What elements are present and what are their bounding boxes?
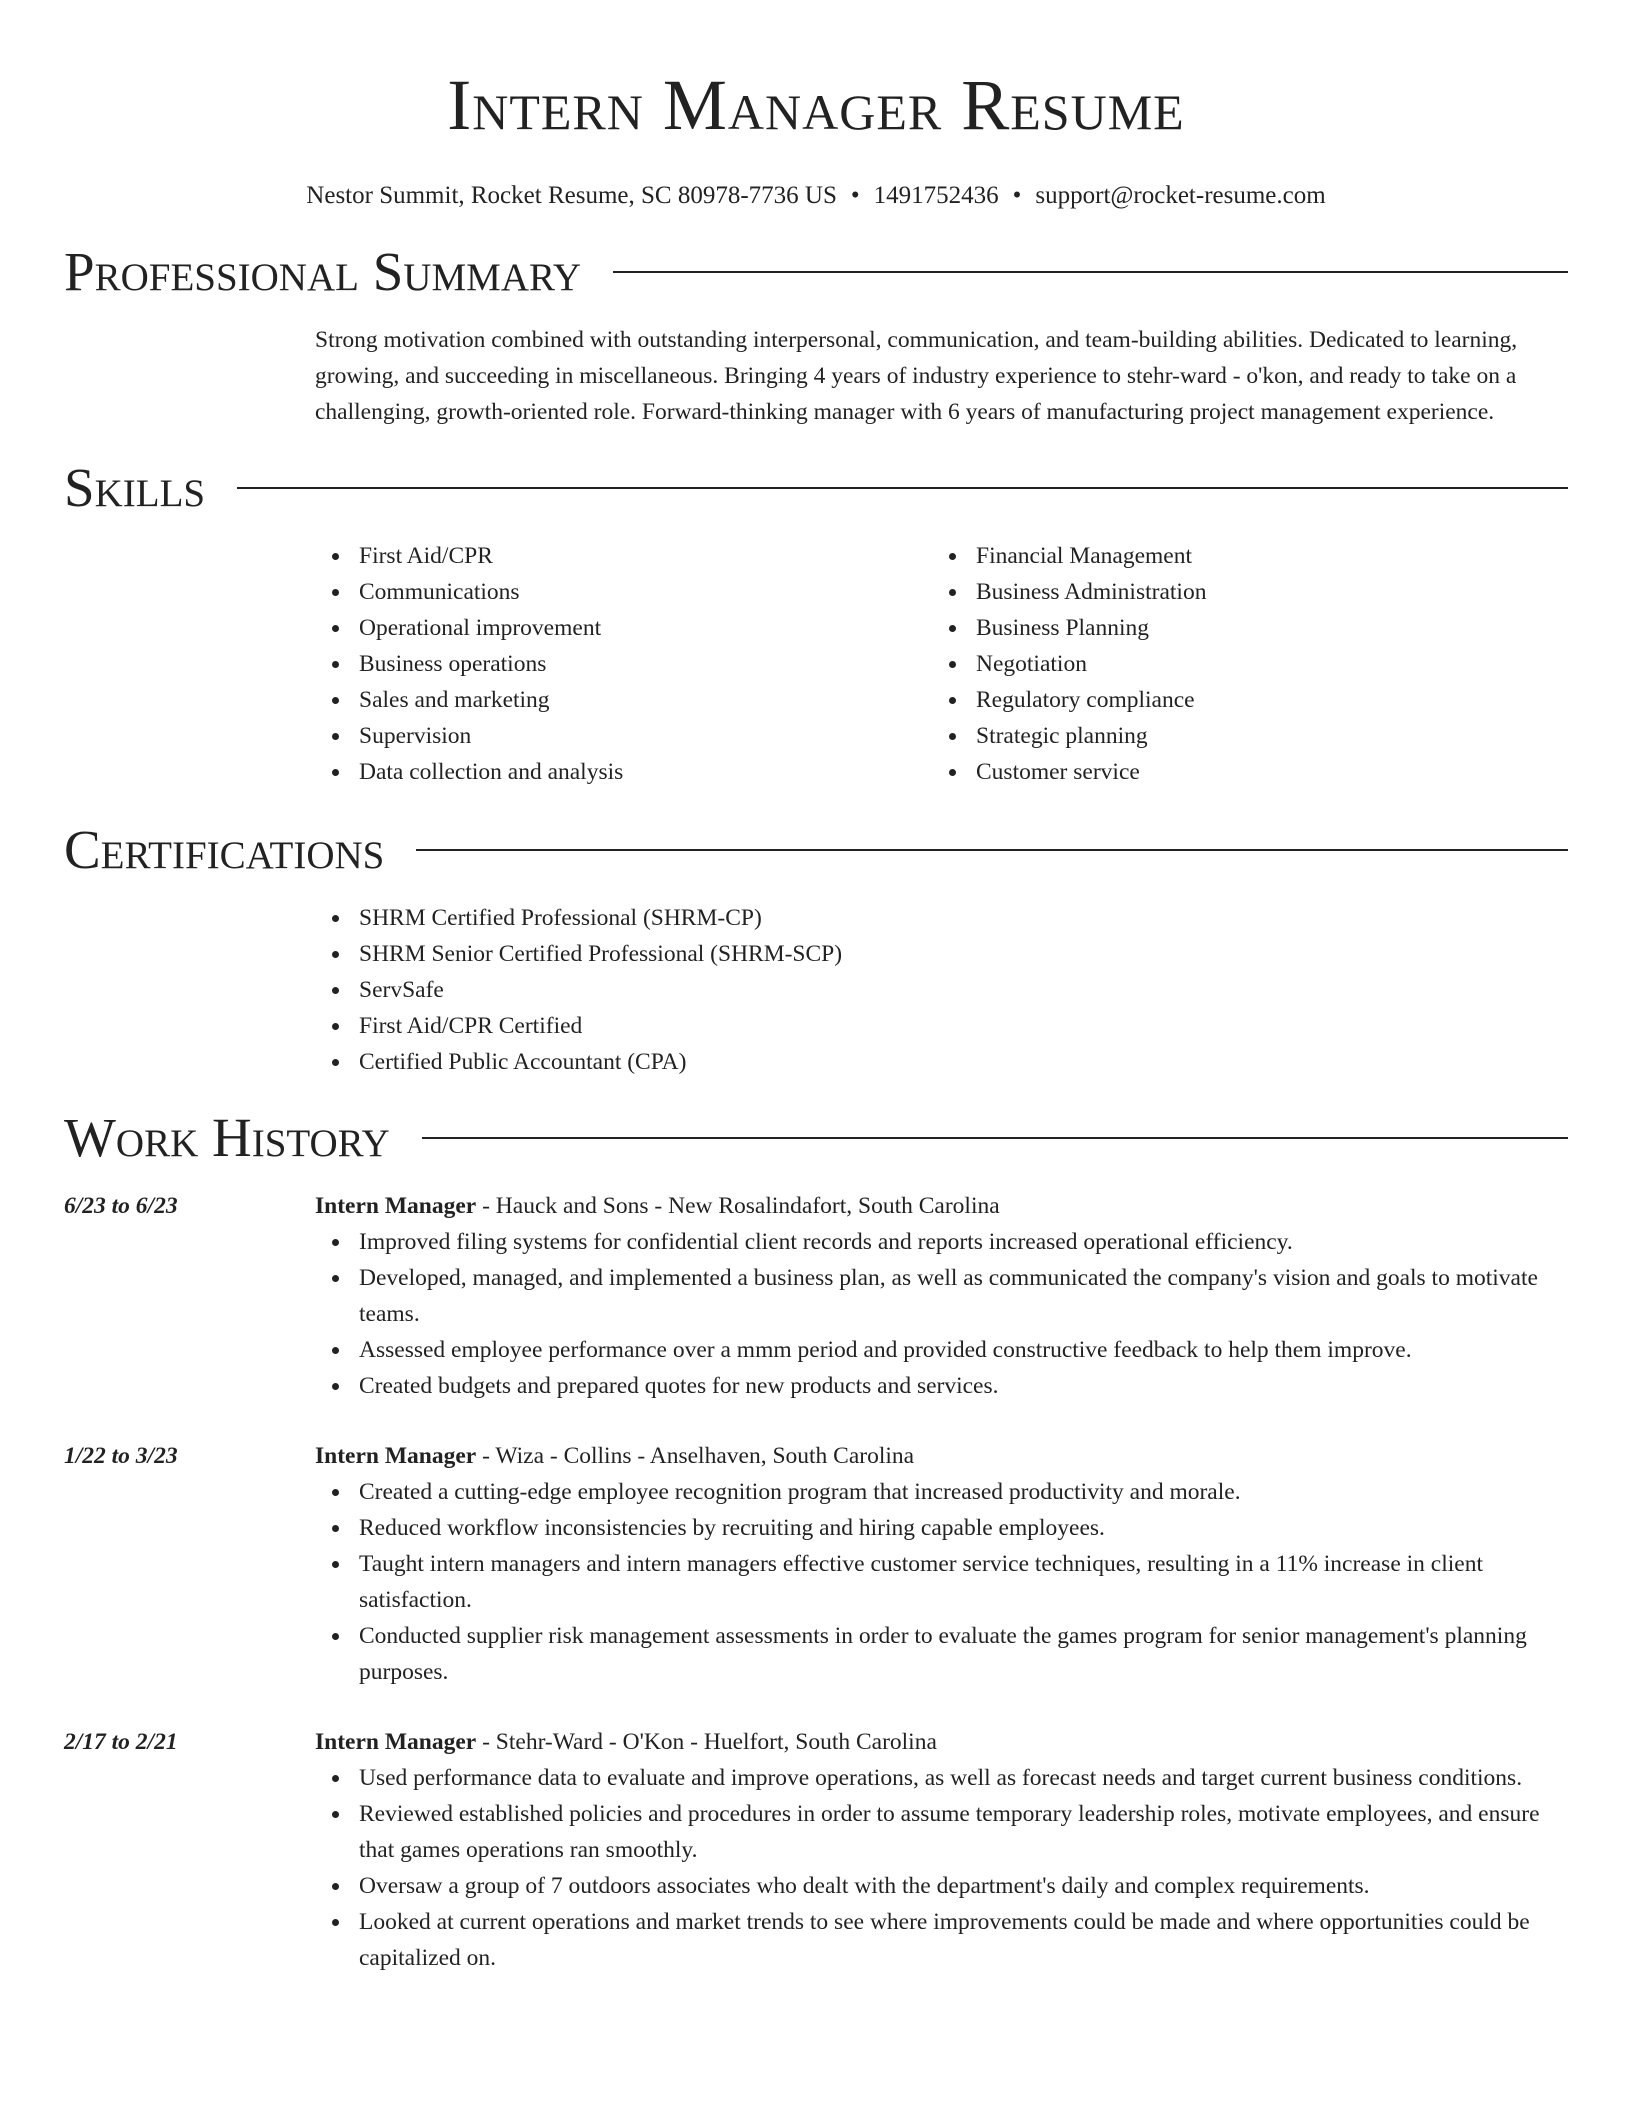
skill-item: Business operations bbox=[359, 646, 932, 682]
skill-item: Strategic planning bbox=[976, 718, 1549, 754]
job-bullet: Created budgets and prepared quotes for new products and services. bbox=[359, 1368, 1568, 1404]
job-entry bbox=[64, 1438, 1568, 1690]
skill-item: Business Administration bbox=[976, 574, 1549, 610]
certification-item: SHRM Senior Certified Professional (SHRM-SCP) bbox=[359, 936, 1568, 972]
certifications-body bbox=[315, 900, 1568, 1080]
skills-columns bbox=[315, 538, 1568, 790]
summary-text: Strong motivation combined with outstanding interpersonal, communication, and team-building abilities. Dedicated to learning, growing, and succeeding in miscellaneous. Bringing 4 years of industry experience to stehr-ward - o'kon, and ready to take on a challenging, growth-oriented role. Forward-thinking manager with 6 years of manufacturing project management experience. bbox=[315, 327, 1518, 425]
job-dates: 2/17 to 2/21 bbox=[64, 1729, 178, 1755]
job-entry bbox=[64, 1724, 1568, 1976]
job-dates: 6/23 to 6/23 bbox=[64, 1193, 178, 1219]
skill-item: Sales and marketing bbox=[359, 682, 932, 718]
skill-item: Financial Management bbox=[976, 538, 1549, 574]
work-history-section bbox=[64, 1105, 1568, 1976]
job-title: Intern Manager bbox=[315, 1729, 477, 1755]
job-bullet: Improved filing systems for confidential client records and reports increased operational efficiency. bbox=[359, 1224, 1568, 1260]
summary-section bbox=[64, 239, 1568, 430]
job-bullet: Used performance data to evaluate and improve operations, as well as forecast needs and target current business conditions. bbox=[359, 1760, 1568, 1796]
section-divider bbox=[237, 487, 1568, 489]
job-entry bbox=[64, 1188, 1568, 1404]
resume-title: Intern Manager Resume bbox=[447, 65, 1185, 145]
work-history-heading: Work History bbox=[64, 1107, 390, 1168]
job-heading bbox=[315, 1724, 1568, 1760]
contact-separator: • bbox=[850, 182, 860, 209]
certification-item: Certified Public Accountant (CPA) bbox=[359, 1044, 1568, 1080]
skills-column-right bbox=[932, 538, 1549, 790]
contact-line bbox=[64, 180, 1568, 212]
job-bullets bbox=[315, 1760, 1568, 1976]
section-divider bbox=[422, 1137, 1568, 1139]
work-history-header bbox=[64, 1105, 1568, 1171]
job-bullet: Conducted supplier risk management assessments in order to evaluate the games program for senior management's planning purposes. bbox=[359, 1618, 1568, 1690]
skill-item: Negotiation bbox=[976, 646, 1549, 682]
job-company: - Stehr-Ward - O'Kon - Huelfort, South Carolina bbox=[476, 1729, 937, 1755]
job-title: Intern Manager bbox=[315, 1193, 477, 1219]
job-details bbox=[315, 1724, 1568, 1976]
job-title: Intern Manager bbox=[315, 1443, 477, 1469]
contact-separator: • bbox=[1012, 182, 1022, 209]
job-bullet: Oversaw a group of 7 outdoors associates who dealt with the department's daily and complex requirements. bbox=[359, 1868, 1568, 1904]
job-bullet: Taught intern managers and intern managers effective customer service techniques, resulting in a 11% increase in client satisfaction. bbox=[359, 1546, 1568, 1618]
job-heading bbox=[315, 1438, 1568, 1474]
certification-item: First Aid/CPR Certified bbox=[359, 1008, 1568, 1044]
skills-section bbox=[64, 455, 1568, 790]
job-bullet: Assessed employee performance over a mmm period and provided constructive feedback to help them improve. bbox=[359, 1332, 1568, 1368]
contact-address: Nestor Summit, Rocket Resume, SC 80978-7736 US bbox=[306, 182, 837, 209]
skill-item: Data collection and analysis bbox=[359, 754, 932, 790]
certifications-list bbox=[315, 900, 1568, 1080]
certifications-heading: Certifications bbox=[64, 819, 385, 880]
job-bullet: Reduced workflow inconsistencies by recruiting and hiring capable employees. bbox=[359, 1510, 1568, 1546]
job-bullet: Created a cutting-edge employee recognition program that increased productivity and morale. bbox=[359, 1474, 1568, 1510]
job-details bbox=[315, 1188, 1568, 1404]
summary-header bbox=[64, 239, 1568, 305]
skills-list-left bbox=[315, 538, 932, 790]
contact-email: support@rocket-resume.com bbox=[1035, 182, 1326, 209]
summary-heading: Professional Summary bbox=[64, 241, 582, 302]
job-heading bbox=[315, 1188, 1568, 1224]
skills-column-left bbox=[315, 538, 932, 790]
skills-header bbox=[64, 455, 1568, 521]
summary-body bbox=[315, 322, 1568, 430]
job-bullet: Reviewed established policies and procedures in order to assume temporary leadership roles, motivate employees, and ensure that games operations ran smoothly. bbox=[359, 1796, 1568, 1868]
certification-item: SHRM Certified Professional (SHRM-CP) bbox=[359, 900, 1568, 936]
certifications-header bbox=[64, 817, 1568, 883]
skill-item: First Aid/CPR bbox=[359, 538, 932, 574]
job-company: - Hauck and Sons - New Rosalindafort, South Carolina bbox=[476, 1193, 1000, 1219]
job-company: - Wiza - Collins - Anselhaven, South Carolina bbox=[476, 1443, 915, 1469]
skill-item: Communications bbox=[359, 574, 932, 610]
certification-item: ServSafe bbox=[359, 972, 1568, 1008]
skill-item: Business Planning bbox=[976, 610, 1549, 646]
skills-list-right bbox=[932, 538, 1549, 790]
job-dates: 1/22 to 3/23 bbox=[64, 1443, 178, 1469]
job-bullets bbox=[315, 1474, 1568, 1690]
skill-item: Operational improvement bbox=[359, 610, 932, 646]
contact-phone: 1491752436 bbox=[873, 182, 999, 209]
section-divider bbox=[613, 271, 1568, 273]
job-bullets bbox=[315, 1224, 1568, 1404]
job-bullet: Developed, managed, and implemented a business plan, as well as communicated the company's vision and goals to motivate teams. bbox=[359, 1260, 1568, 1332]
skills-heading: Skills bbox=[64, 457, 206, 518]
job-details bbox=[315, 1438, 1568, 1690]
skill-item: Regulatory compliance bbox=[976, 682, 1549, 718]
section-divider bbox=[416, 849, 1568, 851]
skill-item: Supervision bbox=[359, 718, 932, 754]
skill-item: Customer service bbox=[976, 754, 1549, 790]
skills-body bbox=[315, 538, 1568, 790]
job-bullet: Looked at current operations and market trends to see where improvements could be made and where opportunities could be capitalized on. bbox=[359, 1904, 1568, 1976]
certifications-section bbox=[64, 817, 1568, 1080]
